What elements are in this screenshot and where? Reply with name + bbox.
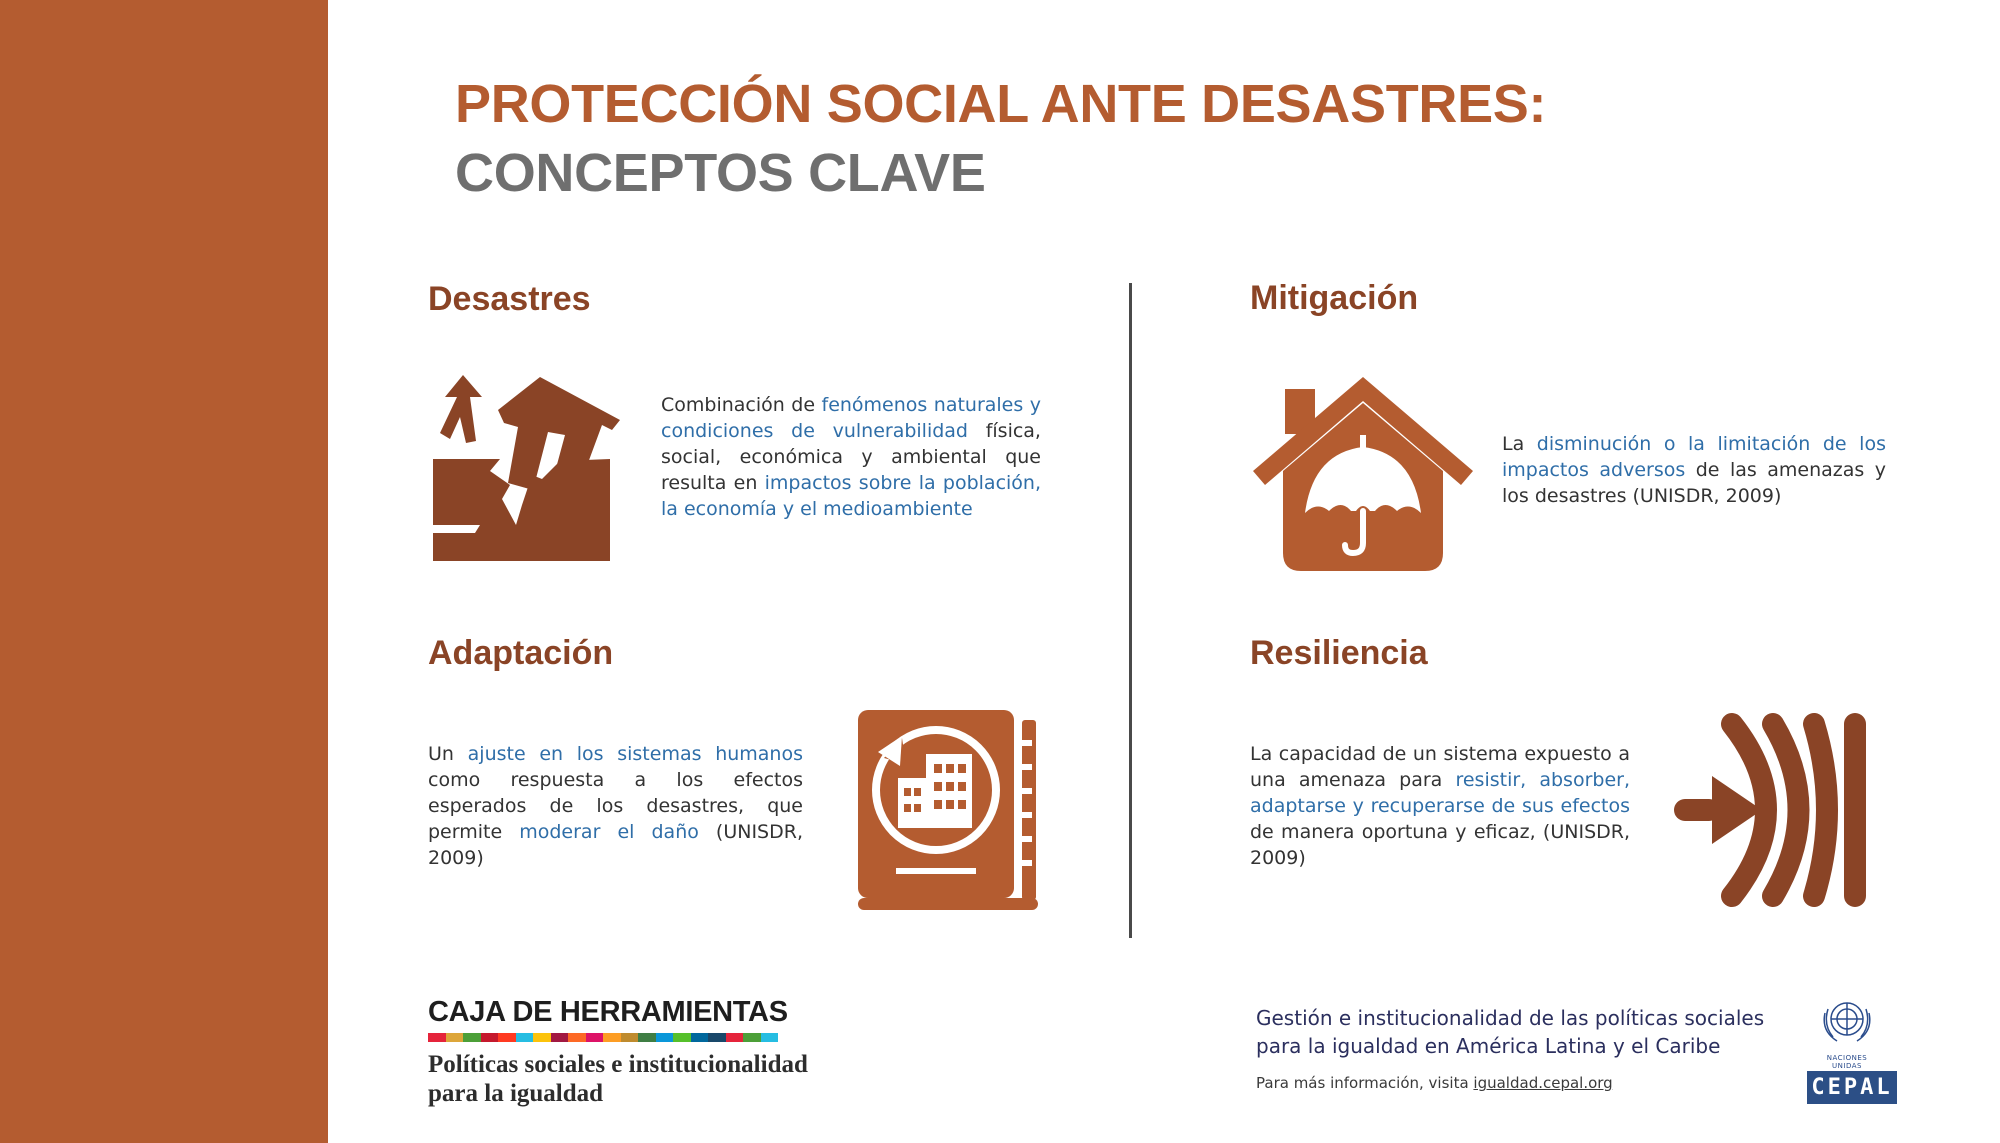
section-title-adaptacion: Adaptación — [428, 634, 614, 672]
section-title-mitigacion: Mitigación — [1250, 279, 1419, 317]
toolbox-subtitle — [428, 1050, 808, 1108]
toolbox-subtitle-line-1: Políticas sociales e institucionalidad — [428, 1051, 808, 1078]
description-text: Un — [428, 743, 468, 765]
resiliencia-description — [1250, 741, 1630, 871]
gestion-line-2: para la igualdad en América Latina y el Caribe — [1256, 1034, 1721, 1058]
gestion-line-1: Gestión e institucionalidad de las políticas sociales — [1256, 1006, 1765, 1030]
sdg-color-segment — [691, 1033, 709, 1042]
more-info — [1256, 1074, 1796, 1092]
description-text: (UNISDR, 2009) — [428, 821, 803, 869]
description-text: física, social, económica y ambiental que resulta en — [661, 420, 1041, 494]
highlighted-text: resistir, absorber, adaptarse y recuperarse de sus efectos — [1250, 769, 1630, 817]
sdg-color-segment — [481, 1033, 499, 1042]
sdg-color-segment — [498, 1033, 516, 1042]
arrow-barrier-icon — [1672, 710, 1872, 910]
mitigacion-description — [1502, 431, 1886, 509]
more-info-prefix: Para más información, visita — [1256, 1074, 1474, 1092]
sdg-color-segment — [586, 1033, 604, 1042]
vertical-divider — [1129, 283, 1132, 938]
igualdad-link[interactable]: igualdad.cepal.org — [1473, 1074, 1613, 1092]
highlighted-text: disminución o la limitación de los impactos adversos — [1502, 433, 1886, 481]
toolbox-title: CAJA DE HERRAMIENTAS — [428, 996, 788, 1028]
sdg-color-strip — [428, 1033, 778, 1042]
gestion-block — [1256, 1004, 1796, 1092]
section-title-resiliencia: Resiliencia — [1250, 634, 1428, 672]
title-line-2: CONCEPTOS CLAVE — [455, 143, 986, 204]
title-line-1: PROTECCIÓN SOCIAL ANTE DESASTRES: — [455, 74, 1547, 134]
description-text: La capacidad de un sistema expuesto a una amenaza para — [1250, 743, 1630, 791]
sdg-color-segment — [463, 1033, 481, 1042]
adaptacion-description — [428, 741, 803, 871]
sdg-color-segment — [761, 1033, 779, 1042]
sdg-color-segment — [551, 1033, 569, 1042]
sdg-color-segment — [708, 1033, 726, 1042]
un-logo — [1812, 993, 1882, 1070]
description-text: Combinación de — [661, 394, 822, 416]
highlighted-text: moderar el daño — [519, 821, 699, 843]
sdg-color-segment — [428, 1033, 446, 1042]
sdg-color-segment — [638, 1033, 656, 1042]
sdg-color-segment — [568, 1033, 586, 1042]
section-title-desastres: Desastres — [428, 280, 591, 318]
earthquake-house-icon — [430, 375, 620, 561]
description-text: de manera oportuna y eficaz, (UNISDR, 2009) — [1250, 821, 1630, 869]
sdg-color-segment — [743, 1033, 761, 1042]
gestion-text — [1256, 1004, 1796, 1060]
un-emblem-icon — [1817, 993, 1877, 1047]
sdg-color-segment — [656, 1033, 674, 1042]
description-text: La — [1502, 433, 1537, 455]
desastres-description — [661, 392, 1041, 522]
sdg-color-segment — [533, 1033, 551, 1042]
page-title — [455, 70, 1546, 208]
description-text: como respuesta a los efectos esperados de los desastres, que permite — [428, 769, 803, 843]
house-umbrella-icon — [1253, 375, 1473, 571]
left-accent-band — [0, 0, 328, 1143]
sdg-color-segment — [726, 1033, 744, 1042]
sdg-color-segment — [673, 1033, 691, 1042]
sdg-color-segment — [603, 1033, 621, 1042]
planning-book-icon — [856, 708, 1040, 912]
sdg-color-segment — [621, 1033, 639, 1042]
toolbox-branding — [428, 996, 808, 1108]
highlighted-text: ajuste en los sistemas humanos — [467, 743, 803, 765]
un-caption: NACIONES UNIDAS — [1826, 1054, 1868, 1070]
toolbox-subtitle-line-2: para la igualdad — [428, 1080, 604, 1107]
description-text: de las amenazas y los desastres (UNISDR, 2009) — [1502, 459, 1887, 507]
cepal-logo: CEPAL — [1807, 1071, 1897, 1104]
highlighted-text: impactos sobre la población, la economía y el medioambiente — [661, 472, 1041, 520]
highlighted-text: fenómenos naturales y condiciones de vulnerabilidad — [661, 394, 1041, 442]
sdg-color-segment — [516, 1033, 534, 1042]
sdg-color-segment — [446, 1033, 464, 1042]
